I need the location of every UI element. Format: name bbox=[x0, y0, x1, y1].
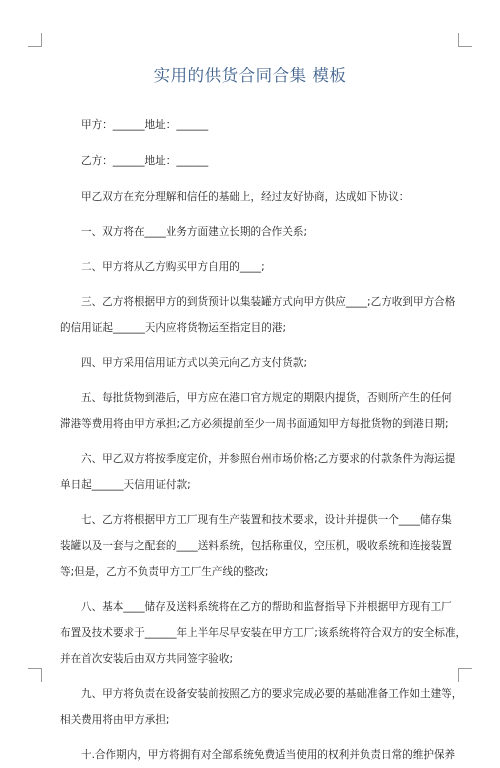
intro-paragraph: 甲乙双方在充分理解和信任的基础上，经过友好协商，达成如下协议： bbox=[81, 191, 410, 203]
corner-mark-bottom-right bbox=[458, 668, 472, 682]
clause-9-line-2: 相关费用将由甲方承担; bbox=[60, 714, 170, 726]
clause-2: 二、甲方将从乙方购买甲方自用的____; bbox=[81, 261, 265, 273]
clause-3-line-2: 的信用证起______天内应将货物运至指定目的港; bbox=[60, 322, 287, 334]
clause-8-line-1: 八、基本____储存及送料系统将在乙方的帮助和监督指导下并根据甲方现有工厂 bbox=[81, 601, 452, 613]
clause-8-line-3: 并在首次安装后由双方共同签字验收; bbox=[60, 653, 234, 665]
clause-6-line-2: 单日起______天信用证付款; bbox=[60, 479, 191, 491]
clause-7-line-2: 装罐以及一套与之配套的____送料系统，包括称重仪，空压机，吸收系统和连接装置 bbox=[60, 540, 452, 552]
clause-5-line-2: 滞港等费用将由甲方承担;乙方必须提前至少一周书面通知甲方每批货物的到港日期; bbox=[60, 418, 449, 430]
corner-mark-bottom-left bbox=[28, 668, 42, 682]
clause-6-line-1: 六、甲乙双方将按季度定价，并参照台州市场价格;乙方要求的付款条件为海运提 bbox=[81, 453, 456, 465]
clause-7-line-1: 七、乙方将根据甲方工厂现有生产装置和技术要求，设计并提供一个____储存集 bbox=[81, 514, 452, 526]
clause-10-line-1: 十.合作期内，甲方将拥有对全部系统免费适当使用的权利并负责日常的维护保养 bbox=[81, 749, 456, 761]
clause-7-line-3: 等;但是，乙方不负责甲方工厂生产线的整改; bbox=[60, 566, 269, 578]
clause-8-line-2: 布置及技术要求于______年上半年尽早安装在甲方工厂;该系统将符合双方的安全标准， bbox=[60, 627, 467, 639]
clause-4: 四、甲方采用信用证方式以美元向乙方支付货款; bbox=[81, 357, 308, 369]
corner-mark-top-left bbox=[28, 33, 42, 47]
clause-1: 一、双方将在____业务方面建立长期的合作关系; bbox=[81, 226, 308, 238]
clause-5-line-1: 五、每批货物到港后，甲方应在港口官方规定的期限内提货，否则所产生的任何 bbox=[81, 392, 452, 404]
clause-9-line-1: 九、甲方将负责在设备安装前按照乙方的要求完成必要的基础准备工作如土建等， bbox=[81, 688, 463, 700]
clause-3-line-1: 三、乙方将根据甲方的到货预计以集装罐方式向甲方供应____;乙方收到甲方合格 bbox=[81, 296, 456, 308]
document-body bbox=[60, 112, 467, 768]
corner-mark-top-right bbox=[458, 33, 472, 47]
document-title: 实用的供货合同合集 模板 bbox=[153, 66, 347, 85]
party-a-line: 甲方：______地址：______ bbox=[81, 119, 209, 131]
party-b-line: 乙方：______地址：______ bbox=[81, 155, 209, 167]
